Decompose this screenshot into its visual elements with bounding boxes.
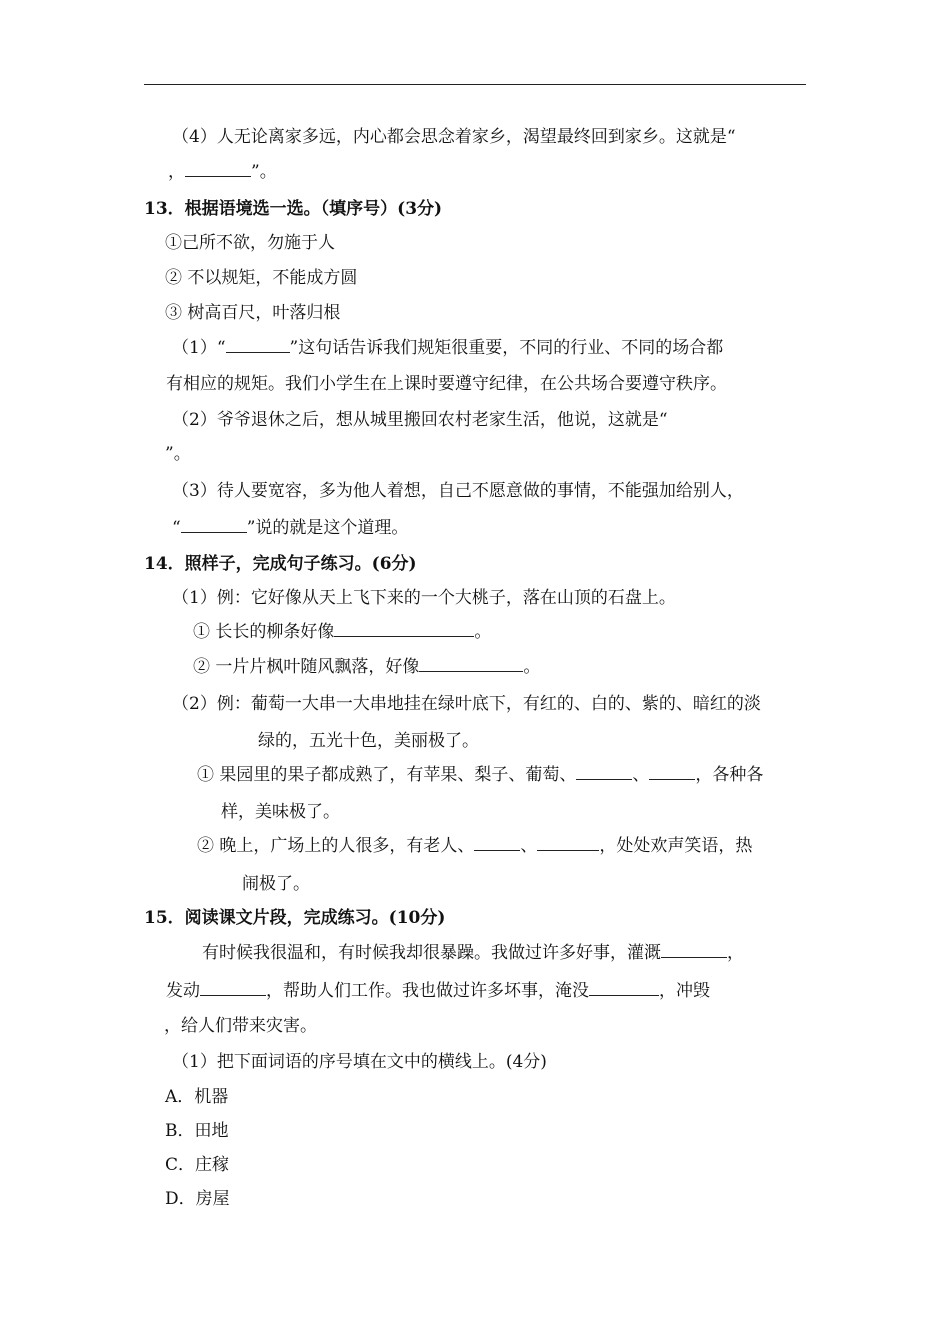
q13-title: 13．根据语境选一选。（填序号）(3分) (144, 199, 443, 219)
q13-item1-line2: 有相应的规矩。我们小学生在上课时要遵守纪律，在公共场合要遵守秩序。 (166, 374, 727, 394)
answer-blank[interactable] (200, 979, 266, 996)
q13-item3-line2: “ ”说的就是这个道理。 (172, 518, 409, 538)
answer-blank[interactable] (181, 516, 247, 533)
answer-blank[interactable] (537, 834, 599, 851)
q13-item1-line1: （1）“ ”这句话告诉我们规矩很重要，不同的行业、不同的场合都 (172, 338, 724, 358)
q12-item4-line2: ， ”。 (168, 162, 277, 182)
q15-sub1: （1）把下面词语的序号填在文中的横线上。(4分) (172, 1052, 547, 1072)
q15-passage-line1: 有时候我很温和，有时候我却很暴躁。我做过许多好事，灌溉 ， (202, 943, 744, 963)
q13-item2-line1: （2）爷爷退休之后，想从城里搬回农村老家生活，他说，这就是“ (172, 410, 668, 430)
q14-ex1-item-b: ② 一片片枫叶随风飘落，好像 。 (193, 657, 541, 677)
q15-passage-line2: 发动 ，帮助人们工作。我也做过许多坏事，淹没 ，冲毁 (166, 981, 710, 1001)
q14-ex1-item-a: ① 长长的柳条好像 。 (193, 622, 492, 642)
q15-choice-c: C．庄稼 (165, 1155, 230, 1175)
q15-passage-line3: ，给人们带来灾害。 (164, 1016, 317, 1036)
answer-blank[interactable] (661, 941, 727, 958)
q14-ex2-item-a-line2: 样，美味极了。 (221, 802, 340, 822)
header-rule (144, 84, 806, 85)
answer-blank[interactable] (334, 620, 474, 637)
q13-option-2: ② 不以规矩，不能成方圆 (165, 268, 358, 288)
q14-ex2-item-b-line2: 闹极了。 (242, 874, 310, 894)
q14-ex2-item-a: ① 果园里的果子都成熟了，有苹果、梨子、葡萄、 、 ，各种各 (197, 765, 764, 785)
q15-choice-a: A．机器 (165, 1087, 229, 1107)
q13-option-1: ①己所不欲，勿施于人 (165, 233, 335, 253)
answer-blank[interactable] (185, 160, 251, 177)
q15-title: 15．阅读课文片段，完成练习。(10分) (144, 908, 446, 928)
q14-example-1: （1）例：它好像从天上飞下来的一个大桃子，落在山顶的石盘上。 (172, 588, 676, 608)
q15-choice-d: D．房屋 (165, 1189, 230, 1209)
q13-item3-line1: （3）待人要宽容，多为他人着想，自己不愿意做的事情，不能强加给别人， (172, 481, 744, 501)
answer-blank[interactable] (226, 336, 290, 353)
answer-blank[interactable] (649, 763, 695, 780)
answer-blank[interactable] (474, 834, 520, 851)
q13-option-3: ③ 树高百尺，叶落归根 (165, 303, 341, 323)
q12-item4-line1: （4）人无论离家多远，内心都会思念着家乡，渴望最终回到家乡。这就是“ (172, 127, 736, 147)
answer-blank[interactable] (419, 655, 523, 672)
q13-item2-line2: ”。 (165, 444, 191, 464)
q14-example-2-line1: （2）例：葡萄一大串一大串地挂在绿叶底下，有红的、白的、紫的、暗红的淡 (172, 694, 761, 714)
q14-example-2-line2: 绿的，五光十色，美丽极了。 (258, 731, 479, 751)
q14-ex2-item-b: ② 晚上，广场上的人很多，有老人、 、 ，处处欢声笑语，热 (197, 836, 753, 856)
answer-blank[interactable] (576, 763, 632, 780)
answer-blank[interactable] (589, 979, 659, 996)
q14-title: 14．照样子，完成句子练习。(6分) (144, 554, 417, 574)
q15-choice-b: B．田地 (165, 1121, 229, 1141)
